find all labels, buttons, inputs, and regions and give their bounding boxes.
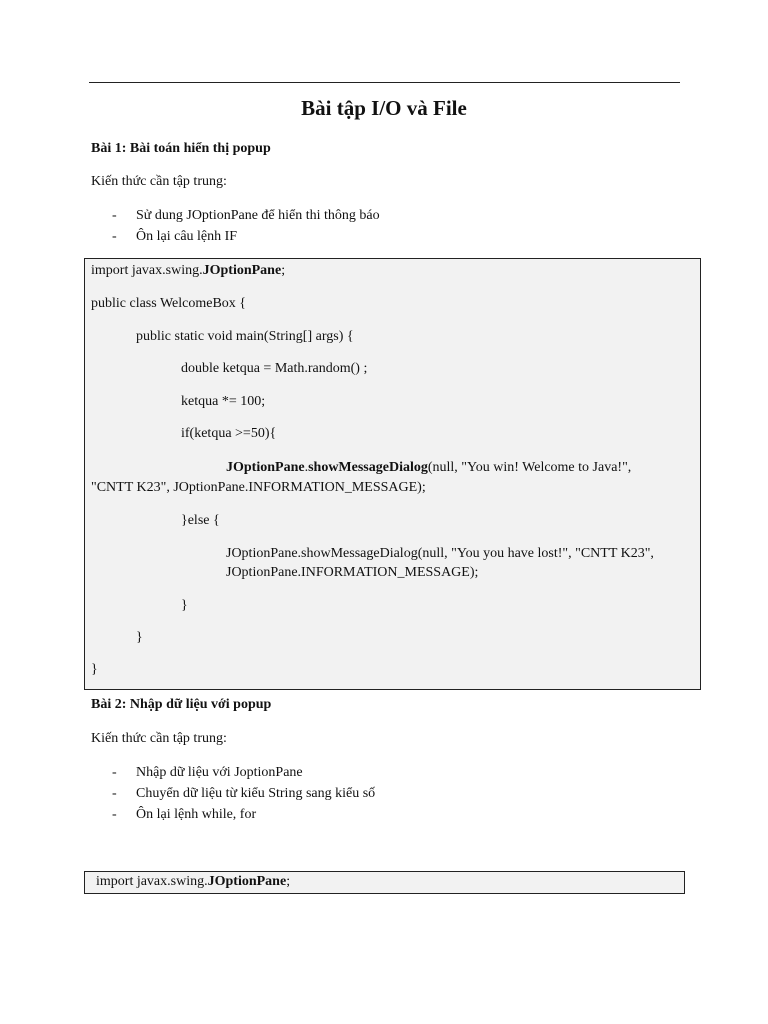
bullet-dash: - (112, 807, 117, 822)
ex2-code-box (84, 871, 685, 894)
list-item (112, 804, 375, 825)
ex1-bullet-list (112, 205, 380, 247)
list-item (112, 762, 375, 783)
code-line-lost-2: JOptionPane.INFORMATION_MESSAGE); (226, 565, 479, 580)
code-line-win: JOptionPane.showMessageDialog(null, "You win! Welcome to Java!", (226, 460, 632, 475)
code-line-else: }else { (181, 513, 220, 528)
bullet-dash: - (112, 229, 117, 244)
bullet-text: Ôn lại câu lệnh IF (136, 229, 238, 244)
bullet-text: Chuyển dữ liệu từ kiểu String sang kiểu số (136, 786, 376, 801)
ex2-focus-label: Kiến thức cần tập trung: (91, 731, 227, 746)
ex1-code-box (84, 258, 701, 690)
code-line-import: import javax.swing.JOptionPane; (96, 874, 291, 889)
bullet-text: Nhập dữ liệu với JoptionPane (136, 765, 303, 780)
code-line-if: if(ketqua >=50){ (181, 426, 277, 441)
bullet-dash: - (112, 765, 117, 780)
code-line-class: public class WelcomeBox { (91, 296, 247, 311)
code-line-import: import javax.swing.JOptionPane; (91, 263, 286, 278)
bullet-text: Ôn lại lệnh while, for (136, 807, 257, 822)
list-item (112, 205, 380, 226)
code-line-ketqua-decl: double ketqua = Math.random() ; (181, 361, 368, 376)
code-line-main: public static void main(String[] args) { (136, 329, 354, 344)
ex1-heading: Bài 1: Bài toán hiển thị popup (91, 141, 271, 156)
code-line-close-if: } (181, 598, 188, 613)
code-line-win-cont: "CNTT K23", JOptionPane.INFORMATION_MESSAGE); (91, 480, 426, 495)
top-rule (89, 82, 680, 83)
ex2-bullet-list (112, 762, 375, 825)
bullet-dash: - (112, 786, 117, 801)
code-line-close-main: } (136, 630, 143, 645)
page-title: Bài tập I/O và File (301, 96, 467, 120)
ex1-focus-label: Kiến thức cần tập trung: (91, 174, 227, 189)
bullet-dash: - (112, 208, 117, 223)
list-item (112, 226, 380, 247)
code-line-lost-1: JOptionPane.showMessageDialog(null, "You you have lost!", "CNTT K23", (226, 546, 654, 561)
list-item (112, 783, 375, 804)
ex2-heading: Bài 2: Nhập dữ liệu với popup (91, 697, 272, 712)
bullet-text: Sử dung JOptionPane để hiển thi thông báo (136, 208, 380, 223)
code-line-close-class: } (91, 662, 98, 677)
code-line-ketqua-mul: ketqua *= 100; (181, 394, 266, 409)
